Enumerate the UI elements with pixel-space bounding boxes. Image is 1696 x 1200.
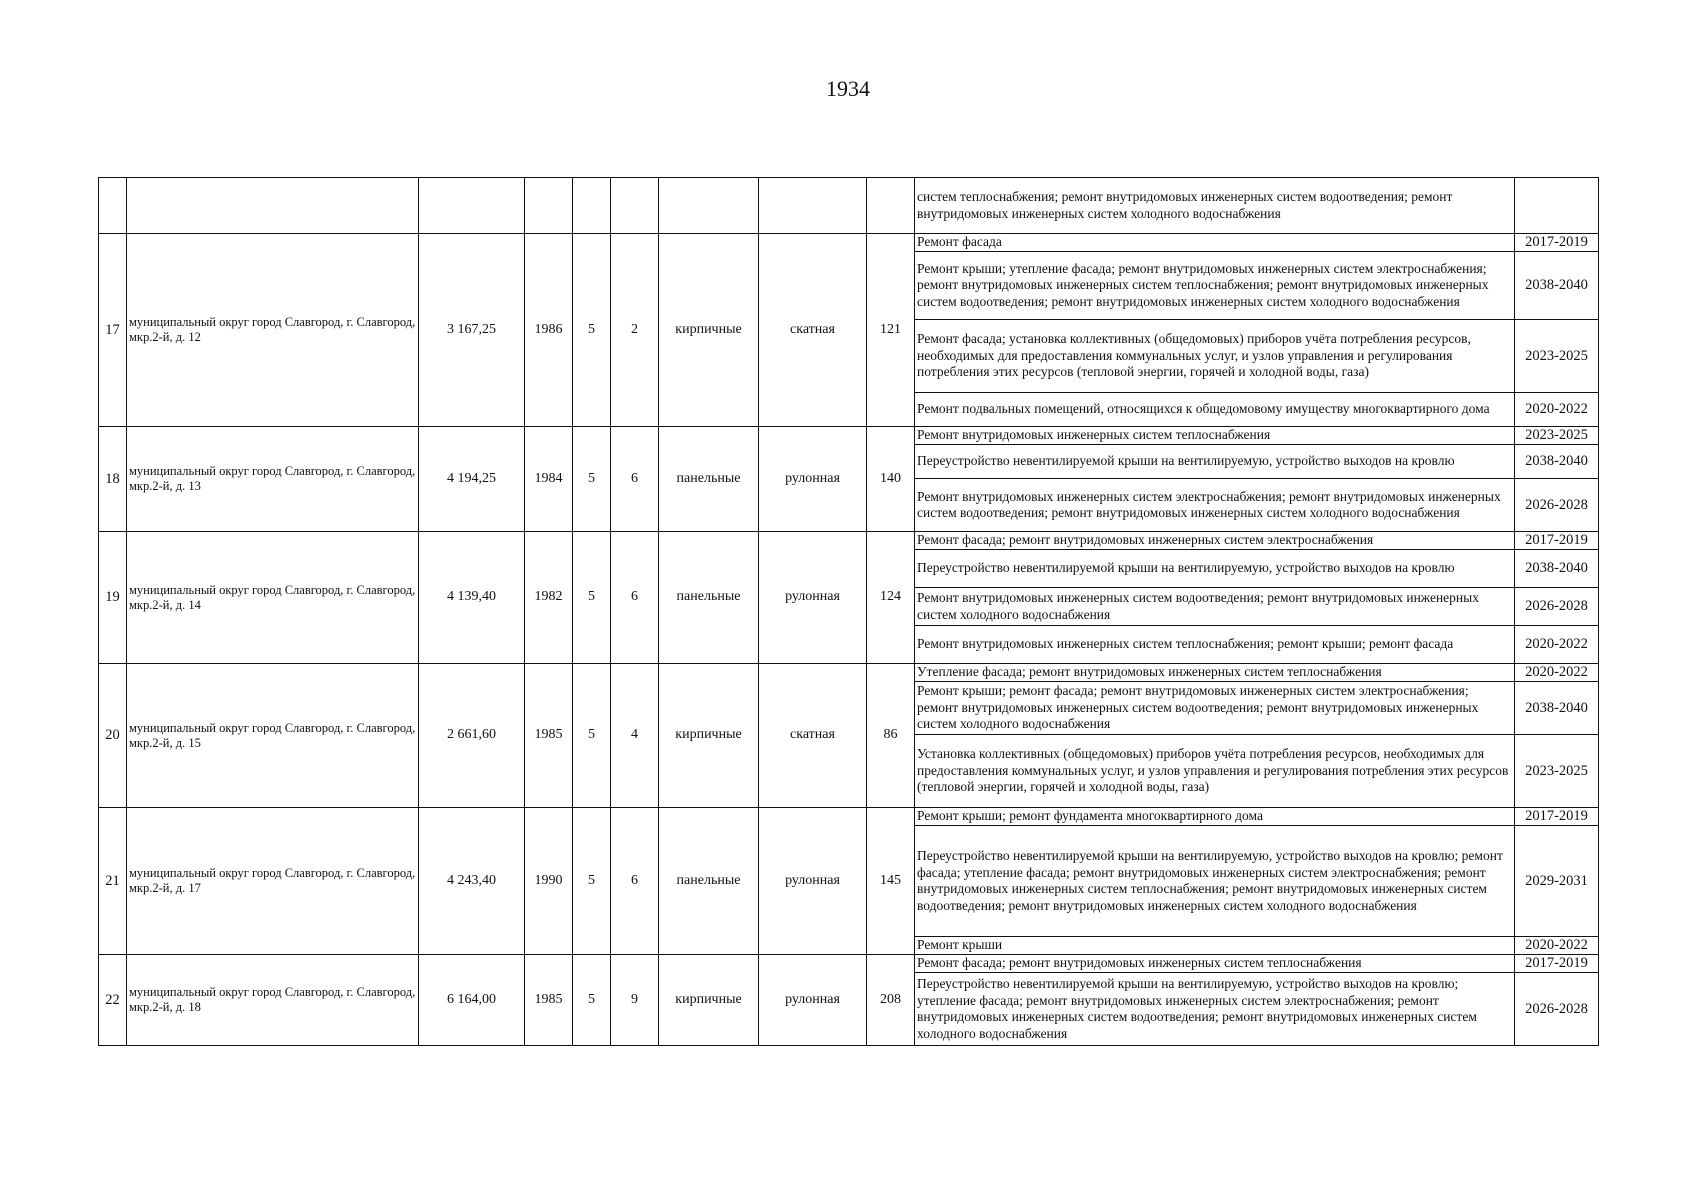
work-cell: Переустройство невентилируемой крыши на вентилируемую, устройство выходов на кровлю xyxy=(915,550,1515,588)
year-cell: 1990 xyxy=(525,808,573,955)
work-cell: Ремонт подвальных помещений, относящихся к общедомовому имуществу многоквартирного дома xyxy=(915,393,1515,427)
area-cell: 4 139,40 xyxy=(419,532,525,664)
floors-cell: 5 xyxy=(573,664,611,808)
period-cell: 2038-2040 xyxy=(1515,550,1599,588)
residents-cell: 121 xyxy=(867,234,915,427)
entrances-cell: 6 xyxy=(611,808,659,955)
address-cell: муниципальный округ город Славгород, г. Славгород, мкр.2-й, д. 18 xyxy=(127,955,419,1046)
area-cell: 3 167,25 xyxy=(419,234,525,427)
year-cell: 1985 xyxy=(525,955,573,1046)
walls-cell: кирпичные xyxy=(659,955,759,1046)
floors-cell: 5 xyxy=(573,532,611,664)
walls-cell: кирпичные xyxy=(659,664,759,808)
residents-cell: 86 xyxy=(867,664,915,808)
entrances-cell: 4 xyxy=(611,664,659,808)
entrances-cell: 2 xyxy=(611,234,659,427)
roof-cell: скатная xyxy=(759,664,867,808)
year-cell: 1982 xyxy=(525,532,573,664)
work-cell: Ремонт внутридомовых инженерных систем теплоснабжения xyxy=(915,427,1515,445)
housing-repair-table xyxy=(98,177,1599,1046)
work-cell: систем теплоснабжения; ремонт внутридомовых инженерных систем водоотведения; ремонт внутридомовых инженерных систем холодного водоснабжения xyxy=(915,178,1515,234)
period-cell: 2038-2040 xyxy=(1515,682,1599,735)
table-cell xyxy=(867,178,915,234)
work-cell: Переустройство невентилируемой крыши на вентилируемую, устройство выходов на кровлю; утепление фасада; ремонт внутридомовых инженерных систем электроснабжения; ремонт внутридомовых инженерных систем водоотведения; ремонт внутридомовых инженерных систем холодного водоснабжения xyxy=(915,973,1515,1046)
table-cell xyxy=(611,178,659,234)
row-number: 19 xyxy=(99,532,127,664)
work-cell: Переустройство невентилируемой крыши на вентилируемую, устройство выходов на кровлю; ремонт фасада; утепление фасада; ремонт внутридомовых инженерных систем электроснабжения; ремонт внутридомовых инженерных систем теплоснабжения; ремонт внутридомовых инженерных систем водоотведения; ремонт внутридомовых инженерных систем холодного водоснабжения xyxy=(915,826,1515,937)
work-cell: Ремонт крыши; ремонт фундамента многоквартирного дома xyxy=(915,808,1515,826)
floors-cell: 5 xyxy=(573,427,611,532)
period-cell: 2020-2022 xyxy=(1515,664,1599,682)
year-cell: 1984 xyxy=(525,427,573,532)
roof-cell: рулонная xyxy=(759,532,867,664)
area-cell: 6 164,00 xyxy=(419,955,525,1046)
work-cell: Ремонт крыши xyxy=(915,937,1515,955)
address-cell: муниципальный округ город Славгород, г. Славгород, мкр.2-й, д. 13 xyxy=(127,427,419,532)
period-cell: 2020-2022 xyxy=(1515,626,1599,664)
row-number: 20 xyxy=(99,664,127,808)
entrances-cell: 6 xyxy=(611,532,659,664)
period-cell: 2038-2040 xyxy=(1515,445,1599,479)
roof-cell: рулонная xyxy=(759,427,867,532)
table-row xyxy=(99,664,1599,682)
period-cell: 2026-2028 xyxy=(1515,479,1599,532)
table-cell xyxy=(659,178,759,234)
housing-repair-table-wrapper xyxy=(98,177,1598,1046)
table-cell xyxy=(127,178,419,234)
roof-cell: рулонная xyxy=(759,955,867,1046)
work-cell: Утепление фасада; ремонт внутридомовых инженерных систем теплоснабжения xyxy=(915,664,1515,682)
period-cell: 2017-2019 xyxy=(1515,532,1599,550)
row-number: 22 xyxy=(99,955,127,1046)
floors-cell: 5 xyxy=(573,808,611,955)
address-cell: муниципальный округ город Славгород, г. Славгород, мкр.2-й, д. 15 xyxy=(127,664,419,808)
walls-cell: панельные xyxy=(659,427,759,532)
address-cell: муниципальный округ город Славгород, г. Славгород, мкр.2-й, д. 14 xyxy=(127,532,419,664)
year-cell: 1985 xyxy=(525,664,573,808)
address-cell: муниципальный округ город Славгород, г. Славгород, мкр.2-й, д. 12 xyxy=(127,234,419,427)
period-cell: 2026-2028 xyxy=(1515,973,1599,1046)
work-cell: Ремонт внутридомовых инженерных систем теплоснабжения; ремонт крыши; ремонт фасада xyxy=(915,626,1515,664)
work-cell: Ремонт крыши; ремонт фасада; ремонт внутридомовых инженерных систем электроснабжения; ремонт внутридомовых инженерных систем водоотведения; ремонт внутридомовых инженерных систем холодного водоснабжения xyxy=(915,682,1515,735)
period-cell: 2038-2040 xyxy=(1515,252,1599,320)
work-cell: Установка коллективных (общедомовых) приборов учёта потребления ресурсов, необходимых для предоставления коммунальных услуг, и узлов управления и регулирования потребления этих ресурсов (тепловой энергии, горячей и холодной воды, газа) xyxy=(915,735,1515,808)
work-cell: Ремонт фасада; ремонт внутридомовых инженерных систем теплоснабжения xyxy=(915,955,1515,973)
row-number: 21 xyxy=(99,808,127,955)
walls-cell: панельные xyxy=(659,808,759,955)
year-cell: 1986 xyxy=(525,234,573,427)
period-cell: 2017-2019 xyxy=(1515,955,1599,973)
roof-cell: рулонная xyxy=(759,808,867,955)
residents-cell: 145 xyxy=(867,808,915,955)
period-cell: 2029-2031 xyxy=(1515,826,1599,937)
table-cell xyxy=(573,178,611,234)
entrances-cell: 9 xyxy=(611,955,659,1046)
area-cell: 2 661,60 xyxy=(419,664,525,808)
period-cell xyxy=(1515,178,1599,234)
work-cell: Переустройство невентилируемой крыши на вентилируемую, устройство выходов на кровлю xyxy=(915,445,1515,479)
area-cell: 4 243,40 xyxy=(419,808,525,955)
roof-cell: скатная xyxy=(759,234,867,427)
row-number: 17 xyxy=(99,234,127,427)
floors-cell: 5 xyxy=(573,234,611,427)
table-row xyxy=(99,427,1599,445)
period-cell: 2017-2019 xyxy=(1515,808,1599,826)
work-cell: Ремонт крыши; утепление фасада; ремонт внутридомовых инженерных систем электроснабжения; ремонт внутридомовых инженерных систем теплоснабжения; ремонт внутридомовых инженерных систем водоотведения; ремонт внутридомовых инженерных систем холодного водоснабжения xyxy=(915,252,1515,320)
period-cell: 2023-2025 xyxy=(1515,320,1599,393)
period-cell: 2020-2022 xyxy=(1515,937,1599,955)
period-cell: 2026-2028 xyxy=(1515,588,1599,626)
work-cell: Ремонт фасада; ремонт внутридомовых инженерных систем электроснабжения xyxy=(915,532,1515,550)
work-cell: Ремонт внутридомовых инженерных систем водоотведения; ремонт внутридомовых инженерных систем холодного водоснабжения xyxy=(915,588,1515,626)
residents-cell: 124 xyxy=(867,532,915,664)
period-cell: 2023-2025 xyxy=(1515,427,1599,445)
area-cell: 4 194,25 xyxy=(419,427,525,532)
table-row xyxy=(99,234,1599,252)
row-number: 18 xyxy=(99,427,127,532)
table-cell xyxy=(759,178,867,234)
period-cell: 2023-2025 xyxy=(1515,735,1599,808)
table-row xyxy=(99,808,1599,826)
table-cell xyxy=(525,178,573,234)
table-row xyxy=(99,955,1599,973)
walls-cell: панельные xyxy=(659,532,759,664)
continuation-row xyxy=(99,178,1599,234)
walls-cell: кирпичные xyxy=(659,234,759,427)
floors-cell: 5 xyxy=(573,955,611,1046)
work-cell: Ремонт фасада xyxy=(915,234,1515,252)
work-cell: Ремонт внутридомовых инженерных систем электроснабжения; ремонт внутридомовых инженерных систем водоотведения; ремонт внутридомовых инженерных систем холодного водоснабжения xyxy=(915,479,1515,532)
entrances-cell: 6 xyxy=(611,427,659,532)
address-cell: муниципальный округ город Славгород, г. Славгород, мкр.2-й, д. 17 xyxy=(127,808,419,955)
residents-cell: 208 xyxy=(867,955,915,1046)
residents-cell: 140 xyxy=(867,427,915,532)
work-cell: Ремонт фасада; установка коллективных (общедомовых) приборов учёта потребления ресурсов, необходимых для предоставления коммунальных услуг, и узлов управления и регулирования потребления этих ресурсов (тепловой энергии, горячей и холодной воды, газа) xyxy=(915,320,1515,393)
page-number: 1934 xyxy=(826,76,870,101)
table-cell xyxy=(419,178,525,234)
table-row xyxy=(99,532,1599,550)
table-cell xyxy=(99,178,127,234)
period-cell: 2020-2022 xyxy=(1515,393,1599,427)
period-cell: 2017-2019 xyxy=(1515,234,1599,252)
